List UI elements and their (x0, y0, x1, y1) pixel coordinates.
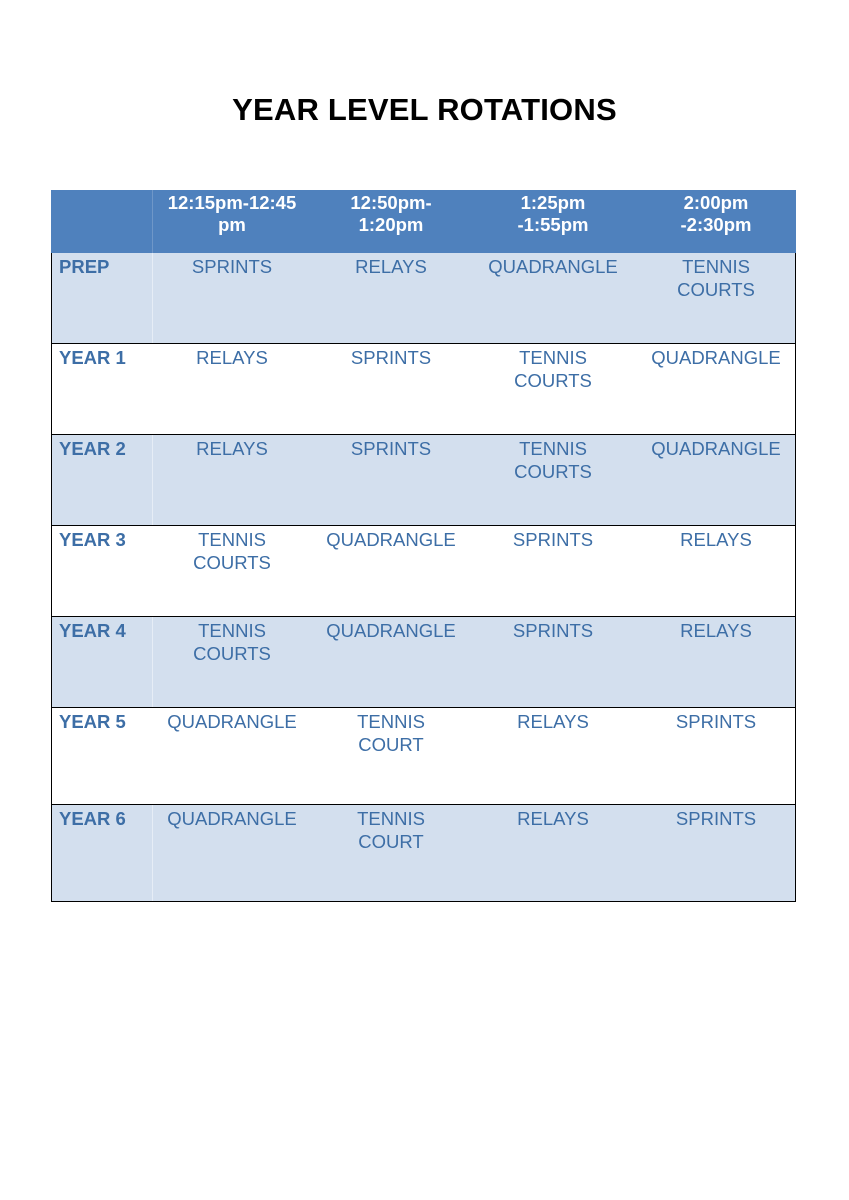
table-row-year-2 (52, 434, 795, 525)
table-cell: TENNIS COURTS (514, 347, 592, 391)
table-cell: RELAYS (196, 438, 268, 459)
row-label: YEAR 4 (52, 617, 153, 707)
table-cell: TENNIS COURT (357, 808, 425, 852)
table-header-row (51, 190, 796, 253)
header-time-slot-1: 12:15pm-12:45 pm (167, 192, 297, 235)
table-cell: TENNIS COURT (357, 711, 425, 755)
row-label: PREP (52, 253, 153, 343)
table-cell: TENNIS COURTS (514, 438, 592, 482)
table-cell: RELAYS (680, 620, 752, 641)
table-cell: QUADRANGLE (651, 347, 781, 368)
row-label: YEAR 5 (59, 711, 126, 732)
table-cell: QUADRANGLE (488, 256, 618, 277)
table-cell: SPRINTS (512, 620, 594, 641)
header-time-slot-4: 2:00pm -2:30pm (680, 192, 752, 235)
table-cell: SPRINTS (191, 256, 273, 277)
table-cell: SPRINTS (512, 529, 594, 550)
table-cell: TENNIS COURTS (677, 256, 755, 300)
table-cell: QUADRANGLE (651, 438, 781, 459)
table-cell: TENNIS COURTS (193, 620, 271, 664)
table-cell: RELAYS (680, 529, 752, 550)
table-cell: RELAYS (517, 808, 589, 829)
table-cell: SPRINTS (675, 808, 757, 829)
table-row-year-6 (52, 804, 795, 901)
table-cell: QUADRANGLE (167, 711, 297, 732)
table-cell: SPRINTS (350, 347, 432, 368)
table-cell: RELAYS (355, 256, 427, 277)
row-label: YEAR 1 (59, 347, 126, 368)
header-time-slot-3: 1:25pm -1:55pm (517, 192, 589, 235)
rotation-table (51, 190, 796, 902)
row-label: YEAR 6 (52, 805, 153, 901)
table-cell: SPRINTS (675, 711, 757, 732)
table-row-prep (52, 253, 795, 343)
row-label: YEAR 3 (59, 529, 126, 550)
table-cell: SPRINTS (350, 438, 432, 459)
table-cell: QUADRANGLE (326, 529, 456, 550)
table-cell: QUADRANGLE (326, 620, 456, 641)
table-row-year-3 (52, 525, 795, 616)
table-cell: QUADRANGLE (167, 808, 297, 829)
table-row-year-1 (52, 343, 795, 434)
header-corner-cell (51, 190, 153, 253)
table-cell: TENNIS COURTS (193, 529, 271, 573)
table-row-year-5 (52, 707, 795, 804)
header-time-slot-2: 12:50pm- 1:20pm (350, 192, 432, 235)
row-label: YEAR 2 (52, 435, 153, 525)
table-cell: RELAYS (196, 347, 268, 368)
table-body (51, 253, 796, 902)
page-title: YEAR LEVEL ROTATIONS (232, 92, 617, 127)
table-row-year-4 (52, 616, 795, 707)
table-cell: RELAYS (517, 711, 589, 732)
